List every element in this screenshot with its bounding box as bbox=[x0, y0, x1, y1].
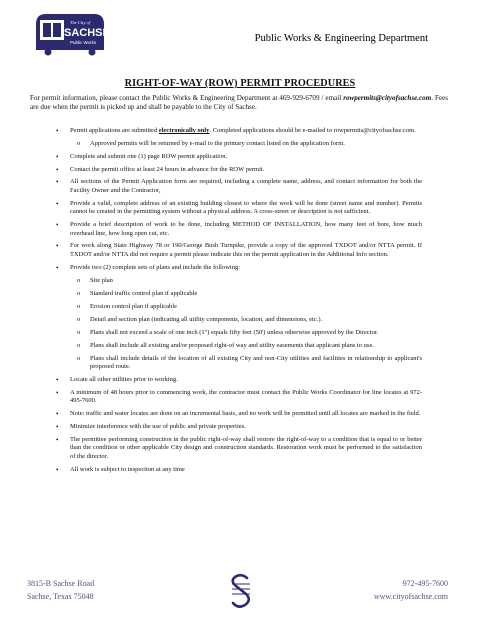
list-item bbox=[50, 200, 422, 217]
intro-line2: . Fees are due when the permit is picked up and shall be payable to the City of Sachse. bbox=[30, 94, 448, 112]
bullet-icon: • bbox=[56, 263, 59, 272]
list-item-text: A minimum of 48 hours prior to commencing work, the contractor must contact the Public Works Coordinator for line locates at 972-495-7600. bbox=[70, 388, 422, 405]
sub-bullet-icon: o bbox=[77, 139, 81, 147]
sub-list-item bbox=[50, 355, 422, 372]
footer-address-line1: 3815-B Sachse Road bbox=[27, 579, 95, 588]
intro-paragraph bbox=[30, 94, 448, 113]
list-item-text: All sections of the Permit Application form are required, including a complete name, address, and contact information for both the Facility Owner and the Contractor, bbox=[70, 178, 422, 194]
sub-list-item-text: Plans shall include details of the location of all existing City and non-City utilities and facilities in relationship to applicant's proposed route. bbox=[90, 354, 422, 371]
list-item-text: Minimize interference with the use of public and private properties. bbox=[70, 423, 246, 431]
sub-list-item-text: Plans shall not exceed a scale of one inch (1") equals fifty feet (50') unless otherwise approved by the Director. bbox=[90, 328, 379, 336]
logo-sub-text: Public Works bbox=[70, 40, 97, 45]
bullet-icon: • bbox=[56, 152, 59, 161]
list-item bbox=[50, 264, 422, 273]
list-item bbox=[50, 389, 422, 406]
sub-list-item bbox=[50, 140, 422, 149]
sub-bullet-icon: o bbox=[77, 302, 81, 310]
footer-website-link[interactable]: www.cityofsachse.com bbox=[373, 591, 448, 601]
bullet-icon: • bbox=[56, 410, 59, 419]
list-item bbox=[50, 466, 422, 475]
list-item-text-post: . Completed applications should be e-mailed to rowpermits@cityofsachse.com. bbox=[209, 127, 416, 134]
intro-line1: For permit information, please contact the Public Works & Engineering Department at 469-929-6709 / email bbox=[30, 94, 342, 102]
sub-list-item bbox=[50, 303, 422, 312]
list-item bbox=[50, 410, 422, 419]
footer-contact bbox=[374, 578, 448, 603]
footer-phone: 972-495-7600 bbox=[402, 579, 448, 588]
list-item-text: For work along State Highway 78 or 190/George Bush Turnpike, provide a copy of the approved TXDOT and/or NTTA permit. If TXDOT and/or NTTA did not require a permit please indicate this on the permit application in the Additional Info section. bbox=[70, 242, 422, 259]
list-item bbox=[50, 221, 422, 238]
sub-bullet-icon: o bbox=[77, 315, 81, 323]
sub-bullet-icon: o bbox=[77, 276, 81, 284]
list-item-text-bold: electronically only bbox=[158, 127, 210, 134]
bullet-icon: • bbox=[56, 221, 59, 230]
bullet-icon: • bbox=[56, 423, 59, 432]
sub-list-item-text: Approved permits will be returned by e-mail to the primary contact listed on the application form. bbox=[90, 139, 345, 147]
sachse-s-mark-icon bbox=[228, 572, 254, 610]
sub-list-item bbox=[50, 342, 422, 351]
list-item bbox=[50, 127, 422, 136]
procedure-list bbox=[50, 127, 422, 479]
permit-email-link[interactable]: rowpermits@cityofsachse.com bbox=[343, 94, 432, 102]
bullet-icon: • bbox=[56, 165, 59, 174]
list-item-text: Provide a brief description of work to be done, including METHOD OF INSTALLATION, how many feet of bore, how much overhead line, how long open cut, etc. bbox=[70, 221, 422, 237]
sub-list-item-text: Plans shall include all existing and/or proposed right-of way and utility easements that applicant plans to use. bbox=[90, 341, 374, 349]
bullet-icon: • bbox=[56, 178, 59, 187]
page-title: RIGHT-OF-WAY (ROW) PERMIT PROCEDURES bbox=[124, 78, 356, 89]
sub-list-item-text: Site plan bbox=[90, 276, 113, 284]
department-name: Public Works & Engineering Department bbox=[254, 33, 428, 44]
bullet-icon: • bbox=[56, 388, 59, 397]
sub-list-item bbox=[50, 290, 422, 299]
sub-list-item-text: Erosion control plan if applicable bbox=[90, 302, 178, 310]
sub-list-item bbox=[50, 329, 422, 338]
sub-list-item-text: Standard traffic control plan if applicable bbox=[90, 289, 198, 297]
list-item bbox=[50, 153, 422, 162]
footer-address bbox=[27, 578, 94, 603]
logo-small-text: The City of bbox=[70, 20, 90, 25]
list-item-text: Complete and submit one (1) page ROW permit application. bbox=[70, 152, 228, 160]
bullet-icon: • bbox=[56, 376, 59, 385]
bullet-icon: • bbox=[56, 435, 59, 444]
bullet-icon: • bbox=[56, 465, 59, 474]
sub-bullet-icon: o bbox=[77, 341, 81, 349]
bullet-icon: • bbox=[56, 242, 59, 251]
list-item-text: All work is subject to inspection at any time bbox=[70, 465, 185, 473]
list-item bbox=[50, 376, 422, 385]
footer-address-line2: Sachse, Texas 75048 bbox=[27, 591, 94, 601]
list-item bbox=[50, 166, 422, 175]
list-item-text-pre: Permit applications are submitted bbox=[70, 127, 159, 134]
bullet-icon: • bbox=[56, 127, 59, 135]
city-of-sachse-logo bbox=[30, 10, 110, 56]
list-item-text: Note: traffic and water locates are done on an incremental basis, and no work will be permitted until all locates are marked in the field. bbox=[70, 410, 421, 418]
sub-bullet-icon: o bbox=[77, 354, 81, 362]
list-item-text: The permittee performing construction in the public right-of-way shall restore the right-of-way to a condition that is equal to or better than the condition or other applicable City design and construction standards. Restoration work must be performed to the satisfaction of the director. bbox=[70, 435, 422, 460]
list-item-text: Contact the permit office at least 24 hours in advance for the ROW permit. bbox=[70, 165, 265, 173]
logo-name-text: SACHSE bbox=[64, 27, 110, 39]
list-item bbox=[50, 423, 422, 432]
sub-list-item-text: Detail and section plan (indicating all utility components, location, and dimensions, etc.). bbox=[90, 315, 323, 323]
list-item bbox=[50, 436, 422, 462]
list-item-text: Locate all other utilities prior to working. bbox=[70, 376, 178, 384]
sub-bullet-icon: o bbox=[77, 289, 81, 297]
sub-bullet-icon: o bbox=[77, 328, 81, 336]
list-item-text: Provide two (2) complete sets of plans and include the following: bbox=[70, 263, 241, 271]
sub-list-item bbox=[50, 316, 422, 325]
list-item bbox=[50, 178, 422, 195]
sub-list-item bbox=[50, 277, 422, 286]
bullet-icon: • bbox=[56, 199, 59, 208]
list-item bbox=[50, 242, 422, 259]
list-item-text: Provide a valid, complete address of an existing building closest to where the work will be done (street name and number). Permits cannot be created in the permitting system without a physical address. A cross-street or description is not sufficient. bbox=[70, 199, 422, 216]
